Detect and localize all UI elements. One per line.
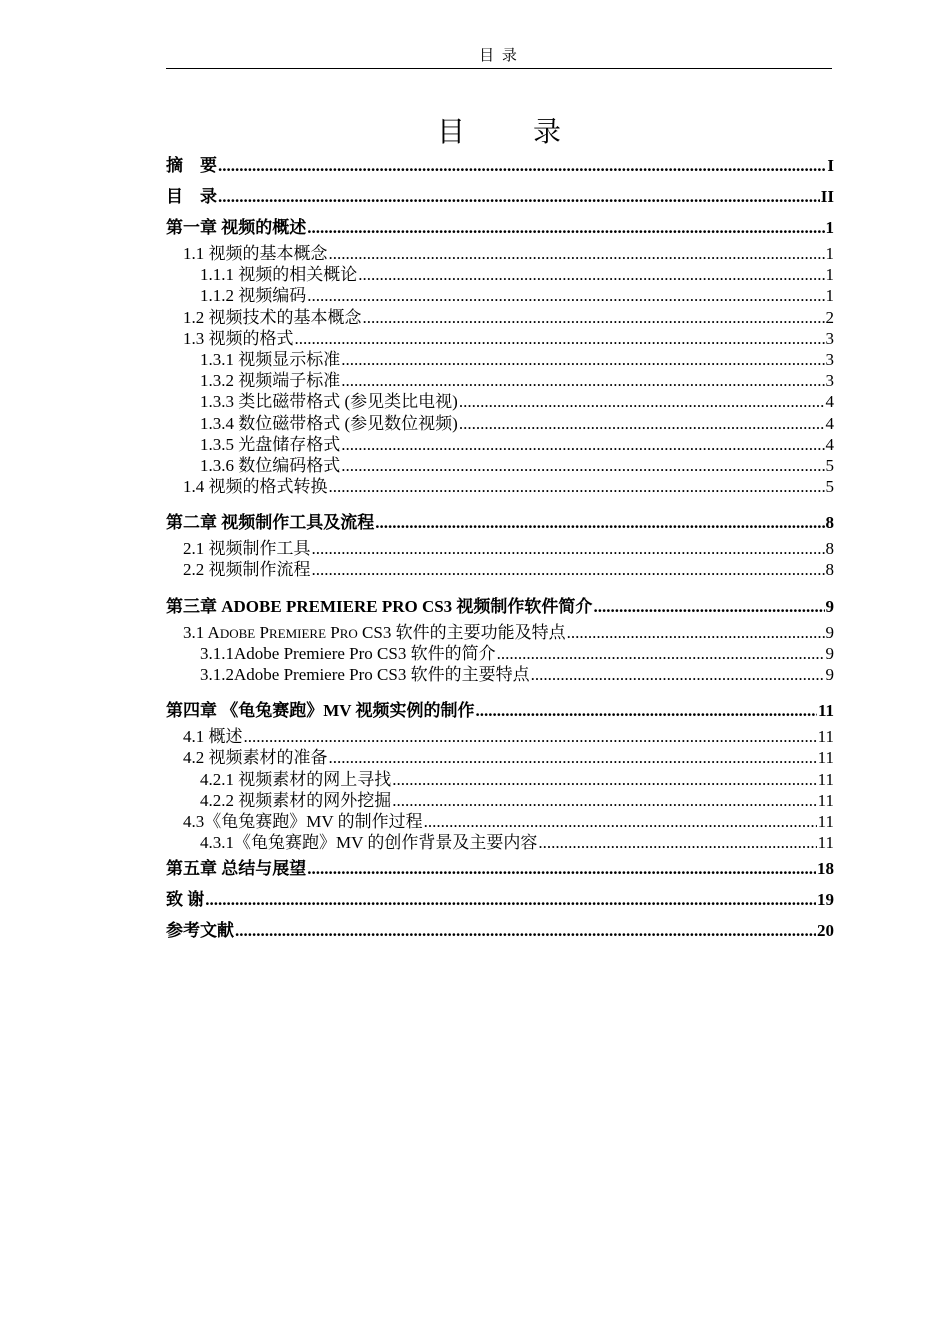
toc-entry-chapter-5[interactable] <box>166 853 834 884</box>
toc-entry-title: 4.2.2 视频素材的网外挖掘 <box>200 790 392 810</box>
page-title: 目 录 <box>436 117 581 148</box>
toc-entry-1-3-2[interactable] <box>166 370 834 391</box>
toc-entry-contents[interactable] <box>166 181 834 212</box>
toc-entry-title: 1.3.6 数位编码格式 <box>200 455 341 475</box>
toc-entry-title: 1.3.1 视频显示标准 <box>200 349 341 369</box>
toc-leader-dots <box>459 391 825 412</box>
toc-entry-title: 第四章 《龟兔赛跑》MV 视频实例的制作 <box>166 701 475 721</box>
toc-leader-dots <box>363 307 825 328</box>
toc-entry-title: 1.3.3 类比磁带格式 (参见类比电视) <box>200 392 458 412</box>
toc-leader-dots <box>235 915 816 946</box>
toc-entry-4-1[interactable] <box>166 726 834 747</box>
toc-entry-page: 11 <box>817 769 834 789</box>
toc-leader-dots <box>392 769 816 790</box>
toc-entry-1-3-3[interactable] <box>166 391 834 412</box>
toc-entry-title: 1.1.2 视频编码 <box>200 286 307 306</box>
toc-entry-3-1-1[interactable] <box>166 643 834 664</box>
toc-entry-page: 11 <box>817 748 834 768</box>
toc-entry-1-4[interactable] <box>166 476 834 497</box>
toc-entry-title: 2.1 视频制作工具 <box>183 539 311 559</box>
toc-leader-dots <box>341 434 824 455</box>
toc-entry-page: 11 <box>817 811 834 831</box>
toc-leader-dots <box>341 349 824 370</box>
table-of-contents <box>166 150 834 946</box>
toc-entry-page: I <box>827 156 834 175</box>
toc-entry-page: 11 <box>817 833 834 853</box>
toc-entry-page: 18 <box>817 859 834 879</box>
toc-entry-acknowledgements[interactable] <box>166 884 834 915</box>
toc-entry-1-3-6[interactable] <box>166 455 834 476</box>
toc-entry-title: 4.2.1 视频素材的网上寻找 <box>200 769 392 789</box>
toc-entry-page: 5 <box>825 477 834 497</box>
toc-entry-1-1-1[interactable] <box>166 264 834 285</box>
toc-entry-page: 11 <box>817 790 834 810</box>
toc-entry-title: 致 谢 <box>166 890 205 910</box>
toc-entry-4-2-2[interactable] <box>166 790 834 811</box>
toc-entry-title: 4.3.1《龟兔赛跑》MV 的创作背景及主要内容 <box>200 833 538 853</box>
toc-leader-dots <box>329 747 817 768</box>
toc-entry-title: 1.4 视频的格式转换 <box>183 477 328 497</box>
toc-entry-1-3-5[interactable] <box>166 434 834 455</box>
toc-leader-dots <box>307 853 816 884</box>
toc-entry-chapter-4[interactable] <box>166 695 834 726</box>
toc-entry-page: 9 <box>825 665 834 684</box>
toc-leader-dots <box>567 622 825 643</box>
toc-entry-chapter-1[interactable] <box>166 212 834 243</box>
toc-entry-page: 8 <box>825 513 834 533</box>
toc-entry-page: 9 <box>825 596 834 616</box>
toc-entry-title: 4.2 视频素材的准备 <box>183 748 328 768</box>
toc-entry-page: 20 <box>817 921 834 941</box>
toc-leader-dots <box>307 212 824 243</box>
toc-entry-page: 4 <box>825 392 834 412</box>
toc-entry-chapter-3[interactable] <box>166 591 834 622</box>
toc-entry-3-1[interactable] <box>166 622 834 643</box>
toc-entry-title: 4.1 概述 <box>183 727 243 747</box>
toc-leader-dots <box>375 507 824 538</box>
toc-entry-page: 4 <box>825 434 834 454</box>
toc-leader-dots <box>392 790 816 811</box>
toc-leader-dots <box>341 370 824 391</box>
toc-entry-page: 1 <box>825 244 834 263</box>
toc-entry-page: 1 <box>825 286 834 306</box>
toc-entry-title: 摘 要 <box>166 156 217 175</box>
toc-entry-title: 1.3.4 数位磁带格式 (参见数位视频) <box>200 413 458 433</box>
toc-entry-2-2[interactable] <box>166 559 834 580</box>
toc-leader-dots <box>329 476 825 497</box>
toc-leader-dots <box>295 328 825 349</box>
toc-entry-3-1-2[interactable] <box>166 664 834 685</box>
toc-entry-page: 4 <box>825 413 834 433</box>
toc-leader-dots <box>424 811 817 832</box>
toc-entry-references[interactable] <box>166 915 834 946</box>
toc-entry-chapter-2[interactable] <box>166 507 834 538</box>
toc-entry-page: 3 <box>825 328 834 348</box>
toc-entry-page: 3 <box>825 349 834 369</box>
toc-entry-title: 参考文献 <box>166 921 234 941</box>
toc-leader-dots <box>593 591 824 622</box>
toc-leader-dots <box>205 884 816 915</box>
toc-leader-dots <box>307 285 824 306</box>
toc-entry-title: 1.1 视频的基本概念 <box>183 244 328 263</box>
toc-leader-dots <box>476 695 817 726</box>
toc-entry-4-3[interactable] <box>166 811 834 832</box>
toc-entry-title: 3.1.2Adobe Premiere Pro CS3 软件的主要特点 <box>200 665 530 684</box>
toc-entry-1-1-2[interactable] <box>166 285 834 306</box>
toc-leader-dots <box>312 559 825 580</box>
toc-entry-page: 9 <box>825 643 834 663</box>
toc-entry-1-2[interactable] <box>166 307 834 328</box>
toc-leader-dots <box>329 243 825 264</box>
toc-leader-dots <box>312 538 825 559</box>
toc-entry-title: 3.1 ADOBE PREMIERE PRO CS3 软件的主要功能及特点 <box>183 622 566 642</box>
toc-entry-4-3-1[interactable] <box>166 832 834 853</box>
toc-entry-title: 1.2 视频技术的基本概念 <box>183 307 362 327</box>
toc-entry-title: 1.3 视频的格式 <box>183 328 294 348</box>
toc-entry-page: 1 <box>825 265 834 285</box>
toc-entry-page: 19 <box>817 890 834 910</box>
toc-leader-dots <box>531 664 825 685</box>
toc-entry-page: II <box>820 187 834 206</box>
toc-entry-title: 1.1.1 视频的相关概论 <box>200 265 358 285</box>
toc-entry-page: 1 <box>825 218 834 237</box>
toc-entry-page: 11 <box>817 701 834 721</box>
toc-entry-title: 1.3.5 光盘储存格式 <box>200 434 341 454</box>
toc-entry-page: 3 <box>825 371 834 391</box>
running-header: 目 录 <box>479 48 519 64</box>
toc-leader-dots <box>358 264 824 285</box>
toc-entry-4-2[interactable] <box>166 747 834 768</box>
toc-leader-dots <box>538 832 816 853</box>
toc-entry-title: 3.1.1Adobe Premiere Pro CS3 软件的简介 <box>200 643 496 663</box>
toc-entry-1-3-1[interactable] <box>166 349 834 370</box>
header-rule <box>166 68 832 69</box>
toc-leader-dots <box>459 413 825 434</box>
toc-entry-title: 2.2 视频制作流程 <box>183 560 311 580</box>
toc-leader-dots <box>341 455 824 476</box>
toc-entry-page: 9 <box>825 622 834 642</box>
toc-leader-dots <box>218 150 826 181</box>
toc-entry-title: 第五章 总结与展望 <box>166 859 307 879</box>
toc-entry-title: 第一章 视频的概述 <box>166 218 307 237</box>
toc-entry-page: 11 <box>817 727 834 747</box>
toc-leader-dots <box>244 726 817 747</box>
toc-entry-page: 2 <box>825 307 834 327</box>
toc-leader-dots <box>218 181 820 212</box>
toc-entry-page: 5 <box>825 455 834 475</box>
toc-entry-title: 第二章 视频制作工具及流程 <box>166 513 375 533</box>
toc-entry-page: 8 <box>825 539 834 559</box>
toc-entry-title: 4.3《龟兔赛跑》MV 的制作过程 <box>183 811 423 831</box>
toc-entry-1-3-4[interactable] <box>166 413 834 434</box>
toc-entry-title: 1.3.2 视频端子标准 <box>200 371 341 391</box>
toc-entry-1-1[interactable] <box>166 243 834 264</box>
toc-entry-page: 8 <box>825 560 834 580</box>
toc-entry-abstract[interactable] <box>166 150 834 181</box>
toc-entry-4-2-1[interactable] <box>166 769 834 790</box>
toc-entry-title: 目 录 <box>166 187 217 206</box>
toc-leader-dots <box>497 643 825 664</box>
toc-entry-title: 第三章 ADOBE PREMIERE PRO CS3 视频制作软件简介 <box>166 596 593 616</box>
toc-entry-2-1[interactable] <box>166 538 834 559</box>
toc-entry-1-3[interactable] <box>166 328 834 349</box>
